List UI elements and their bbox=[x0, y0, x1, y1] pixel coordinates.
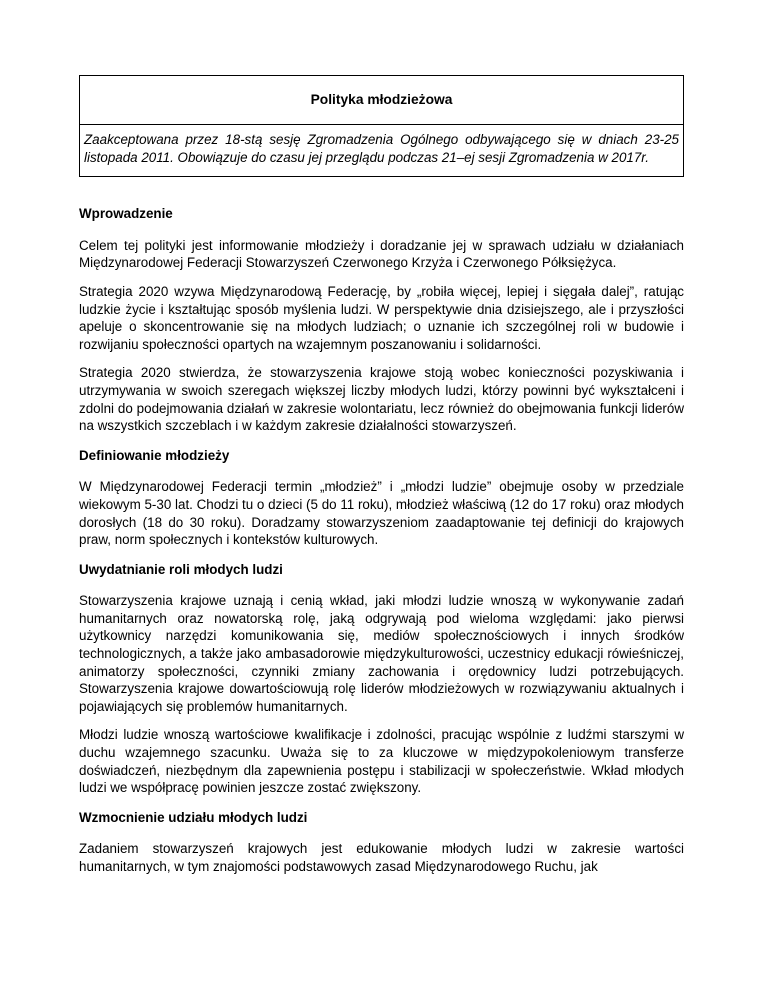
paragraph: Strategia 2020 wzywa Międzynarodową Federację, by „robiła więcej, lepiej i sięgała dalej”, ratując ludzkie życie i kształtując sposób myślenia ludzi. W perspektywie dnia dzisiejszego, ale i przyszłości apeluje o skoncentrowanie się na młodych ludziach; o uznanie ich szczególnej roli w budowie i rozwijaniu społeczności opartych na wzajemnym poszanowaniu i solidarności. bbox=[79, 283, 684, 352]
section-heading-youth-participation: Wzmocnienie udziału młodych ludzi bbox=[79, 809, 308, 825]
title-box bbox=[79, 75, 684, 177]
document-subtitle: Zaakceptowana przez 18-stą sesję Zgromadzenia Ogólnego odbywającego się w dniach 23-25 listopada 2011. Obowiązuje do czasu jej przeglądu podczas 21–ej sesji Zgromadzenia w 2017r. bbox=[84, 132, 679, 165]
paragraph: Celem tej polityki jest informowanie młodzieży i doradzanie jej w sprawach udziału w działaniach Międzynarodowej Federacji Stowarzyszeń Czerwonego Krzyża i Czerwonego Półksiężyca. bbox=[79, 237, 684, 271]
section-heading-youth-role: Uwydatnianie roli młodych ludzi bbox=[79, 561, 283, 577]
document-page bbox=[79, 75, 684, 876]
paragraph: Stowarzyszenia krajowe uznają i cenią wkład, jaki młodzi ludzie wnoszą w wykonywanie zadań humanitarnych oraz nowatorską rolę, jaką odgrywają pod wieloma względami: jako pierwsi użytkownicy narzędzi komunikowania się, mediów społecznościowych i innych środków technologicznych, a także jako ambasadorowie międzykulturowości, uczestnicy edukacji rówieśniczej, animatorzy społeczności, czynniki zmiany zachowania i orędownicy ludzi potrzebujących. Stowarzyszenia krajowe dowartościowują rolę liderów młodzieżowych w rozwiązywaniu aktualnych i pojawiających się problemów humanitarnych. bbox=[79, 593, 684, 714]
section-heading-introduction: Wprowadzenie bbox=[79, 206, 173, 222]
paragraph: Młodzi ludzie wnoszą wartościowe kwalifikacje i zdolności, pracując wspólnie z ludźmi starszymi w duchu wzajemnego szacunku. Uważa się to za kluczowe w międzypokoleniowym transferze doświadczeń, niezbędnym dla zapewnienia postępu i stabilizacji w społeczeństwie. Wkład młodych ludzi we współpracę powinien jeszcze zostać zwiększony. bbox=[79, 727, 684, 796]
paragraph: W Międzynarodowej Federacji termin „młodzież” i „młodzi ludzie” obejmuje osoby w przedziale wiekowym 5-30 lat. Chodzi tu o dzieci (5 do 11 roku), młodzież właściwą (12 do 17 roku) oraz młodych dorosłych (18 do 30 roku). Doradzamy stowarzyszeniom zaadaptowanie tej definicji do krajowych praw, norm społecznych i kontekstów kulturowych. bbox=[79, 479, 684, 548]
paragraph: Zadaniem stowarzyszeń krajowych jest edukowanie młodych ludzi w zakresie wartości humanitarnych, w tym znajomości podstawowych zasad Międzynarodowego Ruchu, jak bbox=[79, 841, 684, 874]
section-heading-defining-youth: Definiowanie młodzieży bbox=[79, 447, 230, 463]
paragraph: Strategia 2020 stwierdza, że stowarzyszenia krajowe stoją wobec konieczności pozyskiwania i utrzymywania w swoich szeregach większej liczby młodych ludzi, którzy powinni być wykształceni i zdolni do podejmowania działań w zakresie wolontariatu, lecz również do obejmowania funkcji liderów na wszystkich szczeblach i w każdym zakresie działalności stowarzyszeń. bbox=[79, 365, 684, 434]
document-title: Polityka młodzieżowa bbox=[80, 76, 683, 125]
